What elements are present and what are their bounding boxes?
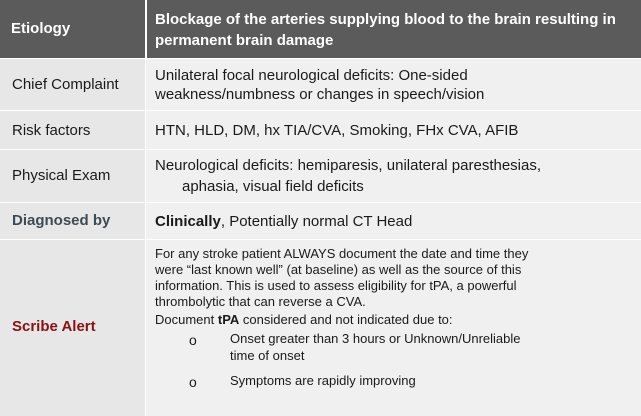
physical-exam-line2: aphasia, visual field deficits	[182, 178, 364, 195]
scribe-alert-para-line3: information. This is used to assess eligibility for tPA, a powerful	[155, 278, 517, 293]
table-header-row	[0, 0, 641, 58]
row-label-chief-complaint: Chief Complaint	[12, 76, 119, 93]
table-row-diagnosed-by	[0, 202, 641, 239]
row-label-cell	[0, 240, 146, 416]
row-value-cell	[146, 240, 641, 416]
diagnosed-by-text	[155, 213, 633, 231]
scribe-alert-document-line	[155, 312, 633, 328]
chief-complaint-line2: weakness/numbness or changes in speech/vision	[155, 86, 485, 103]
scribe-alert-para-line2: were “last known well” (at baseline) as well as the source of this	[155, 262, 522, 277]
table-row-physical-exam	[0, 149, 641, 202]
row-value-cell	[146, 59, 641, 110]
row-label-cell	[0, 59, 146, 110]
document-tpa-bold: tPA	[217, 312, 240, 327]
header-cell-etiology: Etiology	[11, 20, 71, 37]
bullet1-line1: Onset greater than 3 hours or Unknown/Unreliable	[230, 331, 521, 346]
row-value-cell	[146, 111, 641, 149]
bullet-marker: o	[189, 374, 197, 390]
bullet1-line2: time of onset	[230, 348, 305, 363]
row-label-diagnosed-by: Diagnosed by	[12, 212, 111, 229]
scribe-alert-para-line1: For any stroke patient ALWAYS document the date and time they	[155, 246, 529, 261]
row-label-cell	[0, 150, 146, 202]
diagnosed-by-rest: , Potentially normal CT Head	[220, 213, 413, 230]
row-value-cell	[146, 150, 641, 202]
table-row-scribe-alert	[0, 239, 641, 416]
row-label-risk-factors: Risk factors	[12, 122, 91, 139]
row-label-cell	[0, 203, 146, 239]
bullet2-text: Symptoms are rapidly improving	[230, 373, 416, 388]
chief-complaint-line1: Unilateral focal neurological deficits: One-sided	[155, 67, 468, 84]
risk-factors-text: HTN, HLD, DM, hx TIA/CVA, Smoking, FHx CVA, AFIB	[155, 122, 519, 139]
physical-exam-line1: Neurological deficits: hemiparesis, unilateral paresthesias,	[155, 157, 542, 174]
bullet-marker: o	[189, 332, 197, 348]
row-value-cell	[146, 203, 641, 239]
document-pre: Document	[155, 312, 218, 327]
header-cell-definition: Blockage of the arteries supplying blood to the brain resulting in permanent brain damage	[155, 11, 616, 49]
scribe-alert-para-line4: thrombolytic that can reverse a CVA.	[155, 294, 366, 309]
table-row-risk-factors	[0, 110, 641, 149]
row-label-physical-exam: Physical Exam	[12, 167, 111, 184]
row-label-cell	[0, 111, 146, 149]
document-post: considered and not indicated due to:	[239, 312, 453, 327]
diagnosed-by-bold: Clinically	[155, 213, 221, 230]
row-label-scribe-alert: Scribe Alert	[12, 318, 96, 335]
table-row-chief-complaint	[0, 58, 641, 110]
